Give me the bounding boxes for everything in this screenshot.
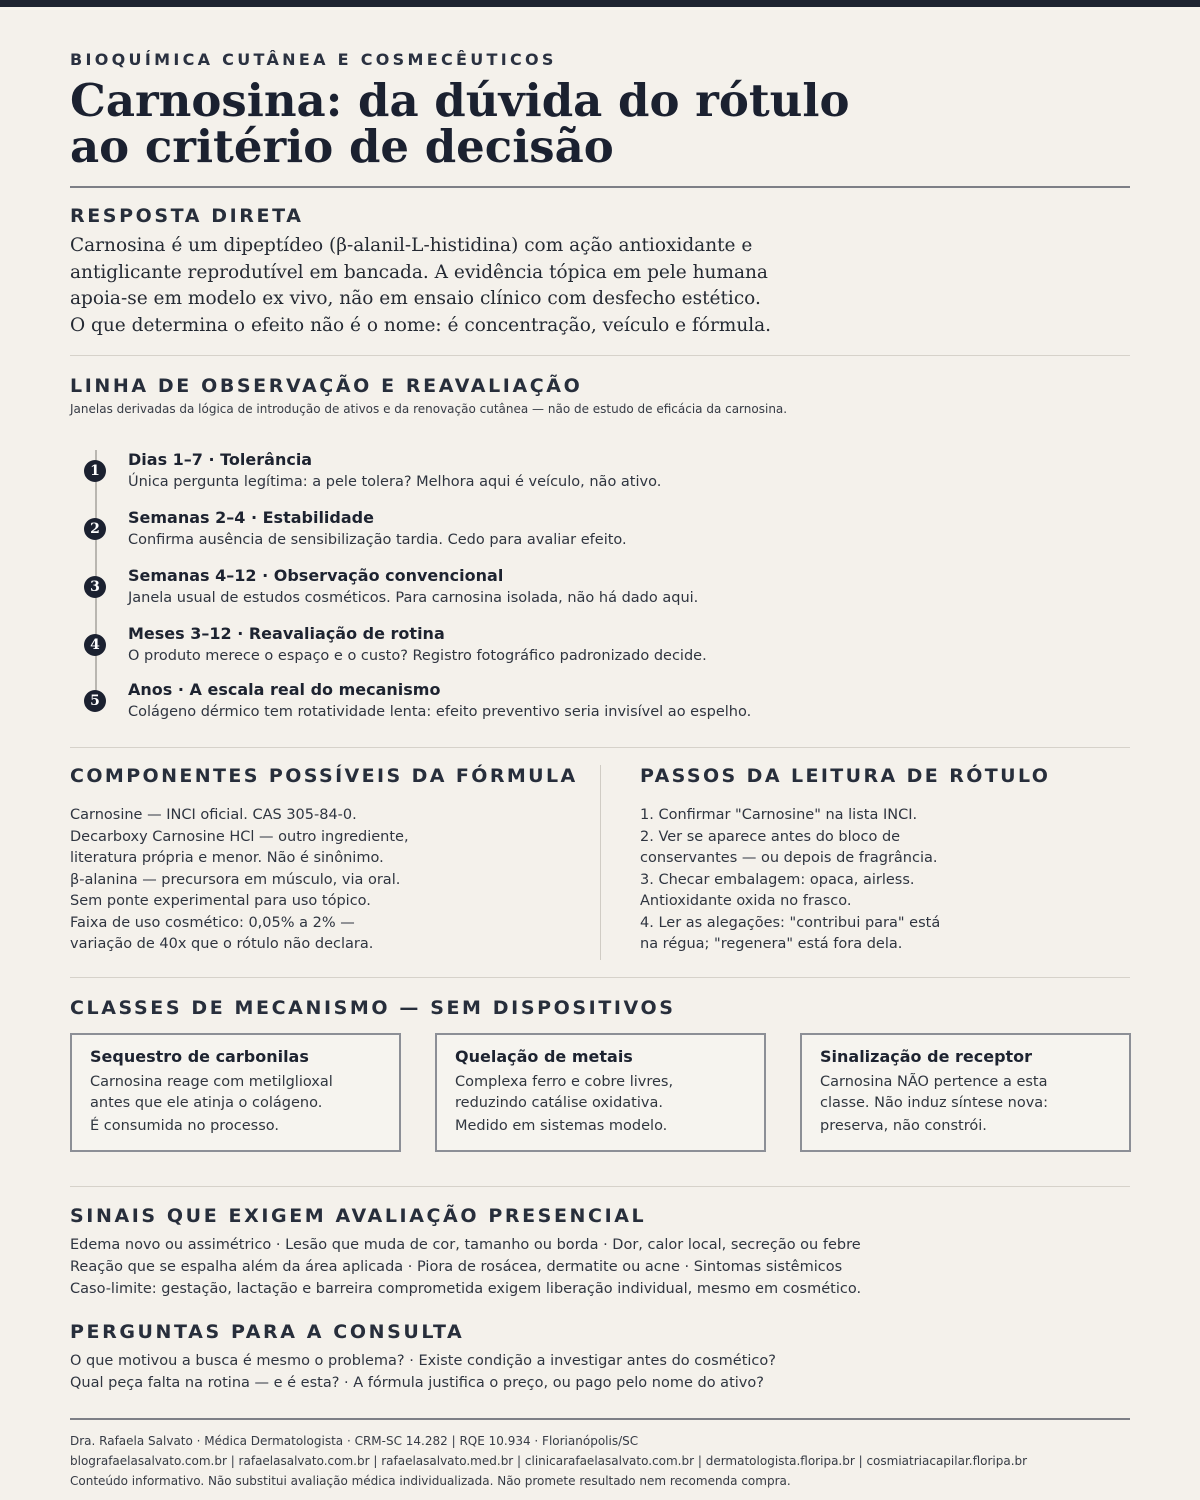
timeline-step-desc: O produto merece o espaço e o custo? Registro fotográfico padronizado decide. (128, 648, 707, 664)
section-kicker: BIOQUÍMICA CUTÂNEA E COSMECÊUTICOS (70, 50, 557, 69)
timeline-step-title: Meses 3–12 · Reavaliação de rotina (128, 624, 445, 643)
label-step-line: Antioxidante oxida no frasco. (640, 893, 852, 909)
footer (70, 1431, 1027, 1491)
mechanism-card-line: antes que ele atinja o colágeno. (90, 1094, 323, 1111)
timeline-note: Janelas derivadas da lógica de introdução de ativos e da renovação cutânea — não de estudo de eficácia da carnosina. (70, 402, 788, 416)
footer-author: Dra. Rafaela Salvato · Médica Dermatologista · CRM-SC 14.282 | RQE 10.934 · Florianópolis/SC (70, 1434, 639, 1448)
mechanism-card-line: Complexa ferro e cobre livres, (455, 1074, 674, 1090)
questions-line: Qual peça falta na rotina — e é esta? · A fórmula justifica o preço, ou pago pelo nome do ativo? (70, 1375, 764, 1391)
mechanisms-heading: CLASSES DE MECANISMO — SEM DISPOSITIVOS (70, 997, 676, 1019)
label-step (640, 870, 1160, 912)
questions-text (70, 1350, 776, 1394)
mechanism-card (435, 1033, 766, 1152)
direct-answer-line: apoia-se em modelo ex vivo, não em ensaio clínico com desfecho estético. (70, 288, 761, 309)
mechanism-card-line: reduzindo catálise oxidativa. (455, 1094, 663, 1111)
label-step-line: 4. Ler as alegações: "contribui para" está (640, 915, 941, 931)
page-title-line-1: Carnosina: da dúvida do rótulo (70, 74, 850, 127)
questions-heading: PERGUNTAS PARA A CONSULTA (70, 1321, 465, 1343)
label-steps-column (640, 765, 1160, 956)
timeline-step-number: 2 (84, 518, 106, 540)
component-line: Carnosine — INCI oficial. CAS 305-84-0. (70, 807, 357, 823)
direct-answer-line: Carnosina é um dipeptídeo (β-alanil-L-histidina) com ação antioxidante e (70, 235, 753, 256)
mechanism-card-body (455, 1072, 746, 1113)
component-entry (70, 870, 590, 912)
footer-links: blografaelasalvato.com.br | rafaelasalvato.com.br | rafaelasalvato.med.br | clinicarafaelasalvato.com.br | dermatologista.floripa.br | cosmiatriacapilar.floripa.br (70, 1454, 1028, 1468)
component-entry (70, 913, 590, 955)
signals-text (70, 1234, 861, 1300)
timeline-item (70, 566, 1070, 616)
column-divider (600, 765, 601, 960)
timeline-step-desc: Colágeno dérmico tem rotatividade lenta: efeito preventivo seria invisível ao espelho. (128, 704, 752, 720)
mechanism-card-line: Carnosina NÃO pertence a esta (820, 1074, 1048, 1090)
timeline-item (70, 450, 1070, 500)
mechanism-card-line: Carnosina reage com metilglioxal (90, 1074, 333, 1090)
component-entry (70, 805, 590, 826)
title-divider (70, 186, 1130, 188)
mechanism-card (70, 1033, 401, 1152)
label-steps-list (640, 805, 1160, 955)
top-accent-bar (0, 0, 1200, 7)
mechanism-card-foot: preserva, não constrói. (820, 1118, 987, 1134)
component-line: β-alanina — precursora em músculo, via oral. (70, 872, 401, 888)
label-step (640, 805, 1160, 826)
mechanism-card-body (90, 1072, 381, 1113)
section-divider (70, 1186, 1130, 1187)
label-step-line: conservantes — ou depois de fragrância. (640, 850, 938, 866)
timeline-step-number: 3 (84, 576, 106, 598)
label-step (640, 827, 1160, 869)
signals-line: Caso-limite: gestação, lactação e barreira comprometida exigem liberação individual, mesmo em cosmético. (70, 1281, 862, 1297)
questions-line: O que motivou a busca é mesmo o problema? · Existe condição a investigar antes do cosmético? (70, 1353, 776, 1369)
timeline-heading: LINHA DE OBSERVAÇÃO E REAVALIAÇÃO (70, 375, 583, 397)
mechanism-card-foot: É consumida no processo. (90, 1118, 280, 1134)
mechanism-card-foot: Medido em sistemas modelo. (455, 1118, 668, 1134)
direct-answer-line: antiglicante reprodutível em bancada. A evidência tópica em pele humana (70, 261, 768, 283)
section-divider (70, 977, 1130, 978)
timeline-step-title: Dias 1–7 · Tolerância (128, 450, 313, 469)
timeline-step-number: 1 (84, 460, 106, 482)
component-line: Sem ponte experimental para uso tópico. (70, 893, 371, 909)
mechanism-card-title: Quelação de metais (455, 1047, 633, 1066)
mechanism-card-line: classe. Não induz síntese nova: (820, 1094, 1049, 1111)
direct-answer-line: O que determina o efeito não é o nome: é concentração, veículo e fórmula. (70, 314, 772, 336)
timeline-item (70, 508, 1070, 558)
timeline-step-desc: Janela usual de estudos cosméticos. Para carnosina isolada, não há dado aqui. (128, 590, 699, 606)
signals-heading: SINAIS QUE EXIGEM AVALIAÇÃO PRESENCIAL (70, 1205, 647, 1227)
timeline-step-title: Semanas 4–12 · Observação convencional (128, 566, 504, 585)
label-steps-heading: PASSOS DA LEITURA DE RÓTULO (640, 765, 1051, 787)
timeline-step-desc: Única pergunta legítima: a pele tolera? Melhora aqui é veículo, não ativo. (128, 474, 662, 490)
component-entry (70, 827, 590, 869)
mechanism-card-title: Sinalização de receptor (820, 1047, 1033, 1066)
mechanism-card-title: Sequestro de carbonilas (90, 1047, 309, 1066)
component-line: variação de 40x que o rótulo não declara. (70, 936, 374, 952)
timeline-step-title: Anos · A escala real do mecanismo (128, 680, 441, 699)
page-title (70, 74, 970, 173)
page-title-line-2: ao critério de decisão (70, 120, 614, 173)
mechanism-card-body (820, 1072, 1111, 1113)
direct-answer-text (70, 233, 810, 339)
label-step-line: 2. Ver se aparece antes do bloco de (640, 829, 901, 845)
components-column (70, 765, 590, 956)
component-line: literatura própria e menor. Não é sinônimo. (70, 850, 384, 866)
label-step (640, 913, 1160, 955)
component-line: Decarboxy Carnosine HCl — outro ingrediente, (70, 829, 409, 845)
direct-answer-heading: RESPOSTA DIRETA (70, 205, 304, 227)
mechanism-card (800, 1033, 1131, 1152)
label-step-line: 1. Confirmar "Carnosine" na lista INCI. (640, 807, 918, 823)
footer-disclaimer: Conteúdo informativo. Não substitui avaliação médica individualizada. Não promete resultado nem recomenda compra. (70, 1474, 791, 1488)
timeline-step-number: 4 (84, 634, 106, 656)
component-line: Faixa de uso cosmético: 0,05% a 2% — (70, 915, 355, 931)
label-step-line: 3. Checar embalagem: opaca, airless. (640, 872, 915, 888)
timeline-item (70, 680, 1070, 730)
mechanism-cards (70, 1033, 1130, 1153)
timeline-step-title: Semanas 2–4 · Estabilidade (128, 508, 374, 527)
section-divider (70, 355, 1130, 356)
signals-line: Edema novo ou assimétrico · Lesão que muda de cor, tamanho ou borda · Dor, calor local, secreção ou febre (70, 1237, 861, 1253)
timeline-step-desc: Confirma ausência de sensibilização tardia. Cedo para avaliar efeito. (128, 532, 627, 548)
footer-divider (70, 1418, 1130, 1420)
timeline-step-number: 5 (84, 690, 106, 712)
section-divider (70, 747, 1130, 748)
components-list (70, 805, 590, 955)
timeline-item (70, 624, 1070, 674)
signals-line: Reação que se espalha além da área aplicada · Piora de rosácea, dermatite ou acne · Sintomas sistêmicos (70, 1259, 843, 1275)
components-heading: COMPONENTES POSSÍVEIS DA FÓRMULA (70, 765, 578, 787)
label-step-line: na régua; "regenera" está fora dela. (640, 936, 903, 952)
